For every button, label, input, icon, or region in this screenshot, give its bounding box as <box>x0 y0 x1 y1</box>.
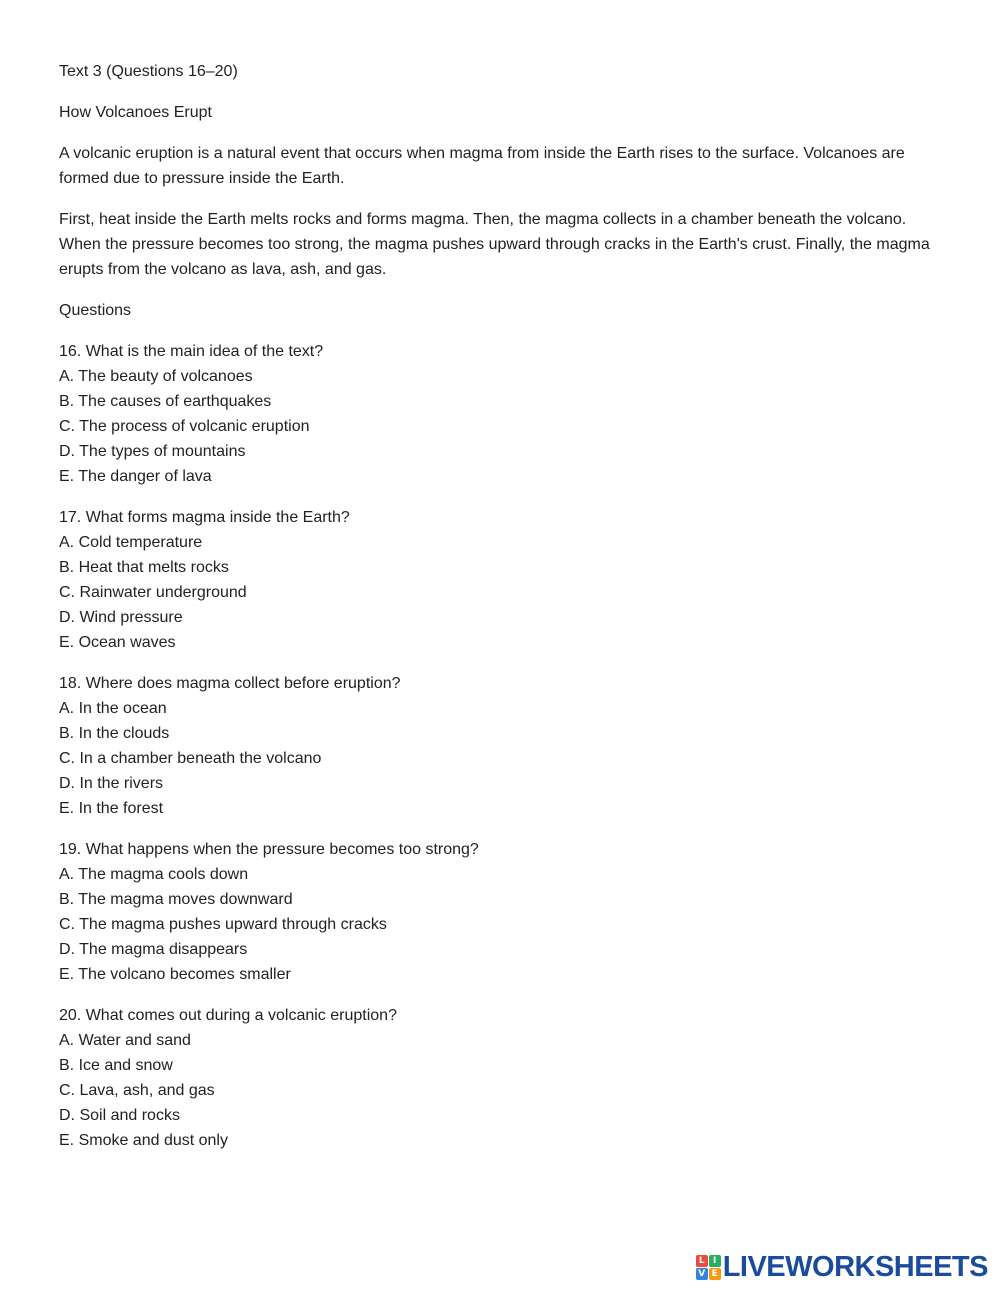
answer-option: C. The magma pushes upward through cracks <box>59 916 387 933</box>
question-stem: 17. What forms magma inside the Earth? <box>59 509 350 526</box>
paragraph-2: First, heat inside the Earth melts rocks and forms magma. Then, the magma collects in a chamber beneath the volcano. When the pressure becomes too strong, the magma pushes upward through cracks in the Earth's crust. Finally, the magma erupts from the volcano as lava, ash, and gas. <box>59 211 930 278</box>
question-20 <box>59 1003 939 1153</box>
question-stem: 18. Where does magma collect before eruption? <box>59 675 401 692</box>
answer-option: E. The danger of lava <box>59 468 212 485</box>
question-17 <box>59 505 939 655</box>
answer-option: E. Smoke and dust only <box>59 1132 228 1149</box>
question-stem: 20. What comes out during a volcanic eruption? <box>59 1007 397 1024</box>
question-stem: 16. What is the main idea of the text? <box>59 343 324 360</box>
answer-option: A. Cold temperature <box>59 534 203 551</box>
answer-option: B. In the clouds <box>59 725 170 742</box>
answer-option: E. The volcano becomes smaller <box>59 966 291 983</box>
liveworksheets-logo <box>696 1252 988 1282</box>
answer-option: D. Wind pressure <box>59 609 183 626</box>
worksheet-page <box>59 59 939 1169</box>
question-18 <box>59 671 939 821</box>
answer-option: C. Lava, ash, and gas <box>59 1082 215 1099</box>
text-header: Text 3 (Questions 16–20) <box>59 63 238 80</box>
answer-option: E. Ocean waves <box>59 634 176 651</box>
answer-option: D. The magma disappears <box>59 941 248 958</box>
answer-option: A. Water and sand <box>59 1032 191 1049</box>
answer-option: D. The types of mountains <box>59 443 246 460</box>
answer-option: E. In the forest <box>59 800 164 817</box>
question-16 <box>59 339 939 489</box>
text-title: How Volcanoes Erupt <box>59 104 212 121</box>
answer-option: C. The process of volcanic eruption <box>59 418 310 435</box>
logo-wordmark: LIVEWORKSHEETS <box>722 1251 988 1283</box>
question-19 <box>59 837 939 987</box>
answer-option: A. The beauty of volcanoes <box>59 368 253 385</box>
answer-option: D. Soil and rocks <box>59 1107 180 1124</box>
answer-option: C. In a chamber beneath the volcano <box>59 750 322 767</box>
answer-option: D. In the rivers <box>59 775 164 792</box>
answer-option: A. The magma cools down <box>59 866 249 883</box>
question-stem: 19. What happens when the pressure becomes too strong? <box>59 841 479 858</box>
questions-heading: Questions <box>59 302 132 319</box>
answer-option: B. The causes of earthquakes <box>59 393 272 410</box>
paragraph-1: A volcanic eruption is a natural event that occurs when magma from inside the Earth rises to the surface. Volcanoes are formed due to pressure inside the Earth. <box>59 145 905 187</box>
answer-option: B. Heat that melts rocks <box>59 559 229 576</box>
liveworksheets-logo-icon: L I V E <box>696 1255 721 1280</box>
answer-option: C. Rainwater underground <box>59 584 247 601</box>
answer-option: B. The magma moves downward <box>59 891 293 908</box>
answer-option: A. In the ocean <box>59 700 167 717</box>
answer-option: B. Ice and snow <box>59 1057 173 1074</box>
